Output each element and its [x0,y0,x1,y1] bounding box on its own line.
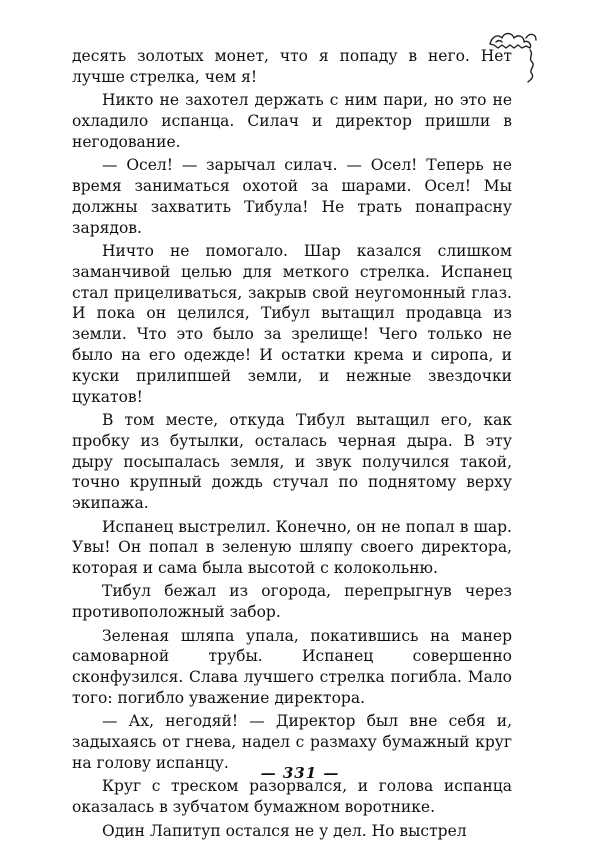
paragraph: — Осел! — зарычал силач. — Осел! Теперь не время заниматься охотой за шарами. Осел! Мы должны захватить Тибула! Не трать понапрасну зарядов. [72,156,512,237]
paragraph: Один Лапитуп остался не у дел. Но выстрел [102,821,467,840]
paragraph: Никто не захотел держать с ним пари, но это не охладило испанца. Силач и директор пришли в негодование. [72,91,512,151]
book-page-text [72,46,512,844]
page-number: — 331 — [260,764,340,782]
paragraph: Ничто не помогало. Шар казался слишком заманчивой целью для меткого стрелка. Испанец стал прицеливаться, закрыв свой неугомонный глаз. И пока он целился, Тибул вытащил продавца из земли. Что это было за зрелище! Чего только не было на его одежде! И остатки крема и сиропа, и куски прилипшей земли, и нежные звездочки цукатов! [72,241,512,406]
paragraph: — Ах, негодяй! — Директор был вне себя и, задыхаясь от гнева, надел с размаху бумажный круг на голову испанцу. [72,712,512,773]
paragraph: Круг с треском разорвался, и голова испанца оказалась в зубчатом бумажном воротнике. [72,777,512,817]
paragraph: Зеленая шляпа упала, покатившись на манер самоварной трубы. Испанец совершенно сконфузился. Слава лучшего стрелка погибла. Мало того: погибло уважение директора. [72,626,512,708]
paragraph: Тибул бежал из огорода, перепрыгнув через противоположный забор. [72,582,512,622]
paragraph: десять золотых монет, что я попаду в него. Нет лучше стрелка, чем я! [72,47,512,86]
paragraph: В том месте, откуда Тибул вытащил его, как пробку из бутылки, осталась черная дыра. В эту дыру посыпалась земля, и звук получился такой, точно крупный дождь стучал по поднятому верху экипажа. [72,410,512,513]
paragraph: Испанец выстрелил. Конечно, он не попал в шар. Увы! Он попал в зеленую шляпу своего директора, которая и сама была высотой с колокольню. [72,517,512,578]
